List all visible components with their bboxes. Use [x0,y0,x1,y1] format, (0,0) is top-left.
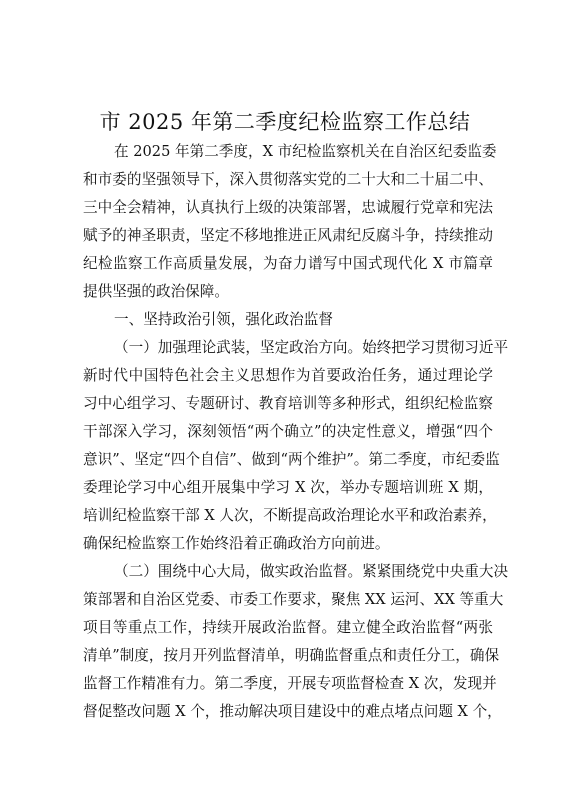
text-line: 在 2025 年第二季度，X 市纪检监察机关在自治区纪委监委 [114,143,497,160]
text-line: 确保纪检监察工作始终沿着正确政治方向前进。 [83,535,390,552]
document-body [83,138,509,726]
text-line: 和市委的坚强领导下，深入贯彻落实党的二十大和二十届二中、 [83,171,493,188]
text-line: 提供坚强的政治保障。 [83,283,229,300]
text-line: 赋予的神圣职责，坚定不移地推进正风肃纪反腐斗争，持续推动 [83,227,493,244]
subsection-1-paragraph [83,334,509,558]
text-line: 干部深入学习，深刻领悟“两个确立”的决定性意义，增强“四个 [83,423,493,440]
document-title: 市 2025 年第二季度纪检监察工作总结 [99,110,471,134]
text-line: 培训纪检监察干部 X 人次，不断提高政治理论水平和政治素养， [83,507,497,524]
text-line: 清单”制度，按月开列监督清单，明确监督重点和责任分工，确保 [83,647,500,664]
text-line: （一）加强理论武装，坚定政治方向。始终把学习贯彻习近平 [114,339,509,356]
text-line: 习中心组学习、专题研讨、教育培训等多种形式，组织纪检监察 [83,395,493,412]
text-line: 策部署和自治区党委、市委工作要求，聚焦 XX 运河、XX 等重大 [83,591,504,608]
intro-paragraph [83,138,497,306]
text-line: 督促整改问题 X 个，推动解决项目建设中的难点堵点问题 X 个， [83,703,502,720]
subsection-2-paragraph [83,558,509,726]
section-heading: 一、坚持政治引领，强化政治监督 [114,311,333,328]
text-line: 委理论学习中心组开展集中学习 X 次，举办专题培训班 X 期， [83,479,493,496]
text-line: （二）围绕中心大局，做实政治监督。紧紧围绕党中央重大决 [114,563,509,580]
text-line: 三中全会精神，认真执行上级的决策部署，忠诚履行党章和宪法 [83,199,493,216]
text-line: 监督工作精准有力。第二季度，开展专项监督检查 X 次，发现并 [83,675,497,692]
section-heading-1 [83,306,493,334]
text-line: 意识”、坚定“四个自信”、做到“两个维护”。第二季度，市纪委监 [83,451,500,468]
text-line: 项目等重点工作，持续开展政治监督。建立健全政治监督“两张 [83,619,493,636]
text-line: 新时代中国特色社会主义思想作为首要政治任务，通过理论学 [83,367,493,384]
text-line: 纪检监察工作高质量发展，为奋力谱写中国式现代化 X 市篇章 [83,255,493,272]
